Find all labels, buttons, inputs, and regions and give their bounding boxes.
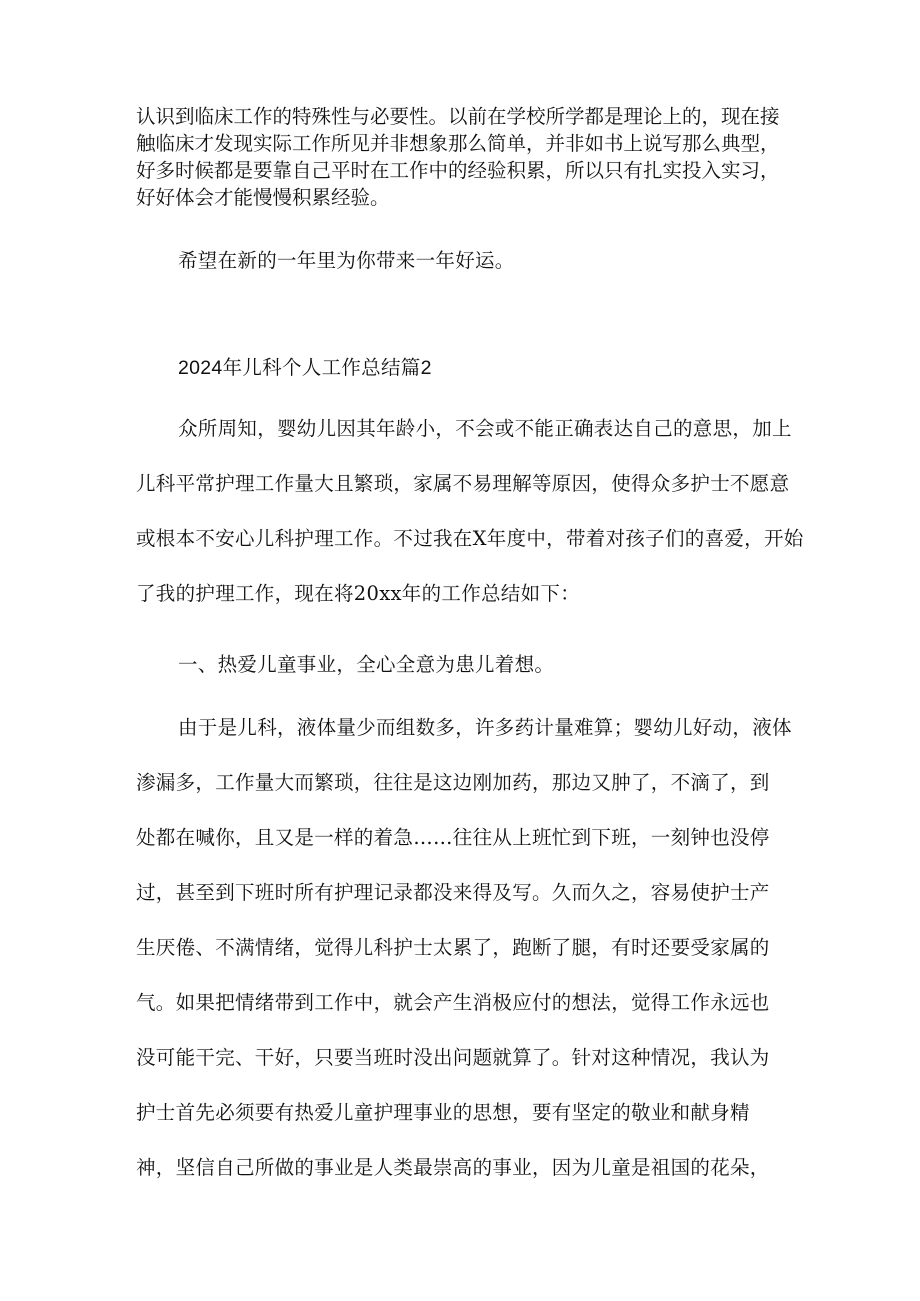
- paragraph1-line: 儿科平常护理工作量大且繁琐，家属不易理解等原因，使得众多护士不愿意: [136, 472, 790, 495]
- paragraph1-line: 或根本不安心儿科护理工作。不过我在X年度中，带着对孩子们的喜爱，开始: [136, 527, 804, 550]
- paragraph1-line: 众所周知，婴幼儿因其年龄小，不会或不能正确表达自己的意思，加上: [178, 417, 792, 440]
- section-title: 2024年儿科个人工作总结篇2: [178, 357, 432, 379]
- paragraph2-line: 过，甚至到下班时所有护理记录都没来得及写。久而久之，容易使护士产: [136, 881, 770, 904]
- paragraph2-line: 没可能干完、干好，只要当班时没出问题就算了。针对这种情况，我认为: [136, 1046, 770, 1069]
- intro-paragraph: [136, 103, 796, 211]
- intro-line: 好好体会才能慢慢积累经验。: [136, 186, 390, 209]
- paragraph2-line: 由于是儿科，液体量少而组数多，许多药计量难算；婴幼儿好动，液体: [178, 716, 792, 739]
- paragraph2-line: 处都在喊你，且又是一样的着急……往往从上班忙到下班，一刻钟也没停: [136, 826, 770, 849]
- paragraph2-line: 渗漏多，工作量大而繁琐，往往是这边刚加药，那边又肿了，不滴了，到: [136, 771, 770, 794]
- paragraph2-line: 生厌倦、不满情绪，觉得儿科护士太累了，跑断了腿，有时还要受家属的: [136, 936, 770, 959]
- intro-line: 好多时候都是要靠自己平时在工作中的经验积累，所以只有扎实投入实习，: [136, 159, 780, 182]
- wish-line: 希望在新的一年里为你带来一年好运。: [178, 249, 515, 272]
- paragraph2-line: 护士首先必须要有热爱儿童护理事业的思想，要有坚定的敬业和献身精: [136, 1101, 750, 1124]
- paragraph1-line: 了我的护理工作，现在将20xx年的工作总结如下：: [136, 582, 581, 605]
- paragraph2-line: 神，坚信自己所做的事业是人类最崇高的事业，因为儿童是祖国的花朵，: [136, 1156, 770, 1179]
- heading-1: 一、热爱儿童事业，全心全意为患儿着想。: [178, 653, 555, 676]
- paragraph2-line: 气。如果把情绪带到工作中，就会产生消极应付的想法，觉得工作永远也: [136, 991, 770, 1014]
- intro-line: 触临床才发现实际工作所见并非想象那么简单，并非如书上说写那么典型，: [136, 132, 780, 155]
- intro-line: 认识到临床工作的特殊性与必要性。以前在学校所学都是理论上的，现在接: [136, 105, 780, 128]
